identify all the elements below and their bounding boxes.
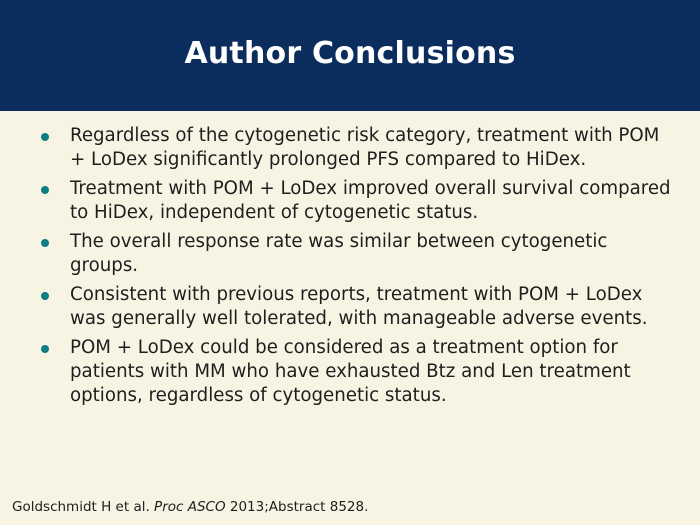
conclusions-list	[38, 124, 678, 413]
slide-title: Author Conclusions	[184, 36, 516, 71]
bullet-item	[38, 283, 678, 331]
bullet-icon	[41, 186, 49, 194]
bullet-text: POM + LoDex could be considered as a treatment option for patients with MM who have exhausted Btz and Len treatment options, regardless of cytogenetic status.	[70, 337, 631, 406]
bullet-text: Treatment with POM + LoDex improved overall survival compared to HiDex, independent of cytogenetic status.	[70, 178, 671, 223]
bullet-text: Regardless of the cytogenetic risk category, treatment with POM + LoDex significantly prolonged PFS compared to HiDex.	[70, 125, 660, 170]
citation	[12, 499, 368, 515]
citation-details: 2013;Abstract 8528.	[225, 499, 369, 515]
bullet-icon	[41, 239, 49, 247]
citation-journal: Proc ASCO	[154, 499, 226, 515]
bullet-icon	[41, 345, 49, 353]
citation-authors: Goldschmidt H et al.	[12, 499, 155, 515]
bullet-item	[38, 124, 678, 172]
bullet-item	[38, 336, 678, 408]
bullet-icon	[41, 133, 49, 141]
title-bar	[0, 0, 700, 111]
bullet-item	[38, 177, 678, 225]
bullet-text: Consistent with previous reports, treatment with POM + LoDex was generally well tolerated, with manageable adverse events.	[70, 284, 648, 329]
bullet-text: The overall response rate was similar between cytogenetic groups.	[70, 231, 608, 276]
bullet-item	[38, 230, 678, 278]
bullet-icon	[41, 292, 49, 300]
